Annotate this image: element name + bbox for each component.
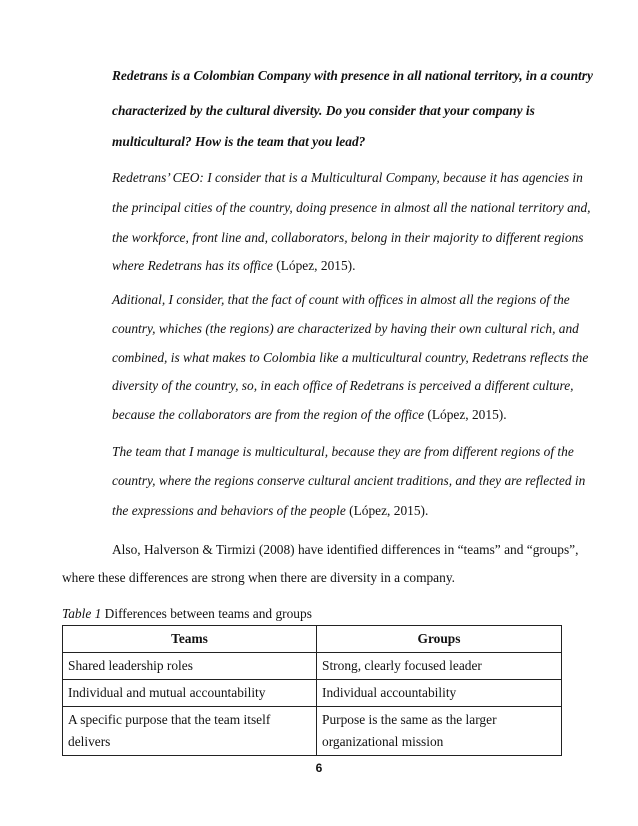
answer-line: combined, is what makes to Colombia like a multicultural country, Redetrans reflects the xyxy=(112,350,589,365)
answer-line xyxy=(112,503,428,519)
question-line: characterized by the cultural diversity. Do you consider that your company is xyxy=(112,103,535,118)
differences-table xyxy=(62,625,562,756)
answer-line: the principal cities of the country, doing presence in almost all the national territory and, xyxy=(112,200,591,215)
table-cell: Individual and mutual accountability xyxy=(63,680,317,707)
answer-line: Redetrans’ CEO: I consider that is a Multicultural Company, because it has agencies in xyxy=(112,170,583,185)
answer-line xyxy=(112,258,355,274)
question-line: multicultural? How is the team that you lead? xyxy=(112,134,366,149)
answer-line: diversity of the country, so, in each office of Redetrans is perceived a different culture, xyxy=(112,378,574,393)
page-number: 6 xyxy=(315,761,323,775)
table-row xyxy=(63,653,562,680)
question-line: Redetrans is a Colombian Company with presence in all national territory, in a country xyxy=(112,68,593,83)
answer-text: because the collaborators are from the region of the office xyxy=(112,407,425,422)
citation: (López, 2015). xyxy=(345,503,429,518)
table-row xyxy=(63,680,562,707)
body-line: Also, Halverson & Tirmizi (2008) have identified differences in “teams” and “groups”, xyxy=(112,542,579,557)
table-row xyxy=(63,707,562,756)
column-header-groups: Groups xyxy=(317,626,562,653)
answer-line: The team that I manage is multicultural, because they are from different regions of the xyxy=(112,444,574,459)
table-caption xyxy=(62,606,312,622)
table-cell: A specific purpose that the team itself delivers xyxy=(63,707,317,756)
answer-line: country, whiches (the regions) are characterized by having their own cultural rich, and xyxy=(112,321,579,336)
caption-label: Table 1 xyxy=(62,606,102,621)
table-header-row xyxy=(63,626,562,653)
answer-line: Aditional, I consider, that the fact of count with offices in almost all the regions of the xyxy=(112,292,570,307)
answer-text: where Redetrans has its office xyxy=(112,258,273,273)
body-line: where these differences are strong when there are diversity in a company. xyxy=(62,570,455,585)
citation: (López, 2015). xyxy=(272,258,356,273)
answer-text: the expressions and behaviors of the people xyxy=(112,503,346,518)
table-cell-line: organizational mission xyxy=(322,734,444,749)
table-cell-line: Purpose is the same as the larger xyxy=(322,712,497,727)
answer-line xyxy=(112,407,507,423)
citation: (López, 2015). xyxy=(424,407,507,422)
table-cell: Individual accountability xyxy=(317,680,562,707)
table-cell xyxy=(317,707,562,756)
table-cell: Strong, clearly focused leader xyxy=(317,653,562,680)
caption-text: Differences between teams and groups xyxy=(101,606,312,621)
column-header-teams: Teams xyxy=(63,626,317,653)
table-cell: Shared leadership roles xyxy=(63,653,317,680)
answer-line: the workforce, front line and, collaborators, belong in their majority to different regions xyxy=(112,230,584,245)
answer-line: country, where the regions conserve cultural ancient traditions, and they are reflected in xyxy=(112,473,586,488)
